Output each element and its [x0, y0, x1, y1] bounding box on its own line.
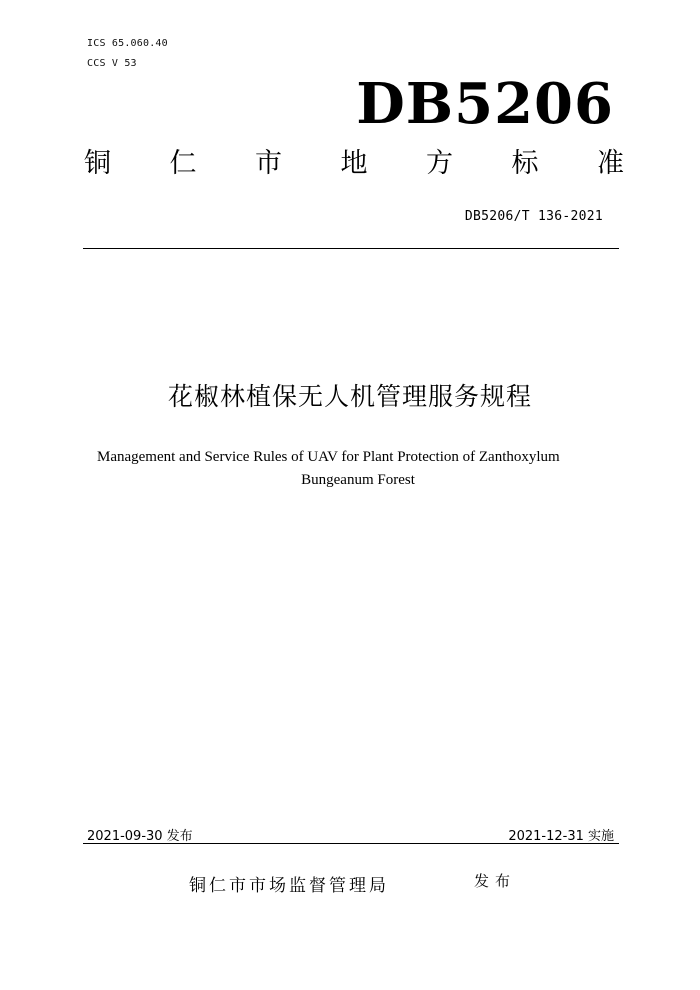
issuing-authority: 铜仁市市场监督管理局	[189, 876, 389, 896]
standard-type-char: 地	[340, 148, 368, 179]
standard-type-char: 铜	[84, 148, 111, 179]
standard-type-char: 仁	[169, 148, 197, 179]
standard-type-char: 标	[511, 148, 539, 179]
issuing-action: 发布	[474, 872, 517, 890]
title-english-line2: Bungeanum Forest	[301, 472, 415, 488]
standard-code: DB5206	[356, 71, 614, 137]
title-chinese: 花椒林植保无人机管理服务规程	[167, 382, 532, 411]
ccs-code: CCS V 53	[87, 58, 137, 69]
standard-type-char: 方	[426, 148, 453, 179]
issue-date: 2021-09-30 发布	[87, 829, 193, 844]
title-english-line1: Management and Service Rules of UAV for Plant Protection of Zanthoxylum	[97, 449, 560, 465]
standard-number: DB5206/T 136-2021	[464, 209, 603, 224]
header-divider	[83, 248, 619, 249]
title-english	[93, 446, 623, 492]
ics-code: ICS 65.060.40	[87, 38, 168, 49]
standard-type-char: 准	[597, 148, 624, 179]
footer-divider	[83, 843, 619, 844]
standard-type	[84, 150, 624, 177]
implementation-date: 2021-12-31 实施	[508, 829, 614, 844]
standard-type-char: 市	[255, 148, 282, 179]
